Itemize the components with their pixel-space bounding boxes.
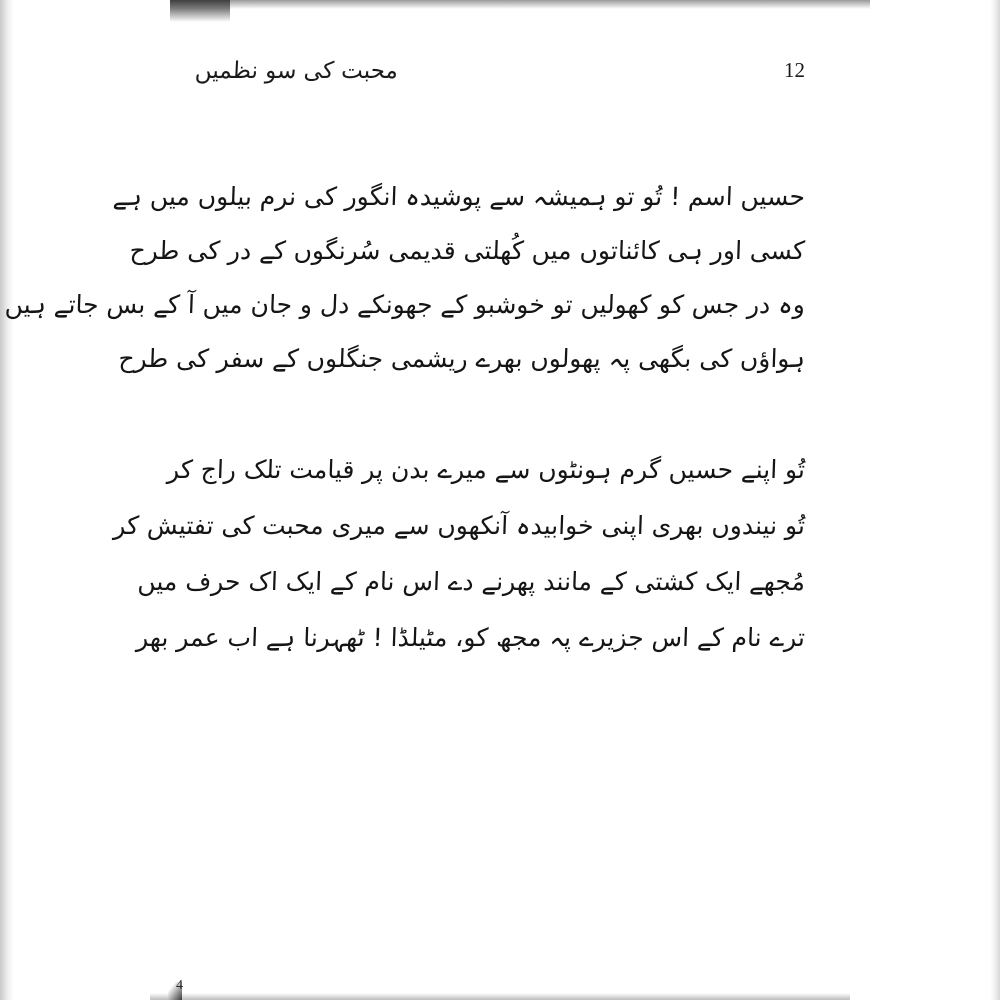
scan-edge-right: [990, 0, 1000, 1000]
scan-edge-top-dark: [170, 0, 230, 22]
verse-line: تُو اپنے حسیں گرم ہونٹوں سے میرے بدن پر قیامت تلک راج کر: [166, 455, 806, 484]
page-header: [195, 58, 805, 92]
verse-line: وہ در جس کو کھولیں تو خوشبو کے جھونکے دل و جان میں آ کے بس جاتے ہیں: [4, 290, 806, 319]
book-title: محبت کی سو نظمیں: [194, 58, 399, 84]
poem-body: [4, 170, 806, 666]
stanza-2: [112, 442, 806, 666]
page-number: 12: [784, 58, 805, 82]
verse-line: مُجھے ایک کشتی کے مانند پھرنے دے اس نام کے ایک اک حرف میں: [136, 567, 806, 596]
verse-line: ترے نام کے اس جزیرے پہ مجھ کو، مٹیلڈا ! ٹھہرنا ہے اب عمر بھر: [135, 623, 806, 652]
verse-line: تُو نیندوں بھری اپنی خوابیدہ آنکھوں سے میری محبت کی تفتیش کر: [112, 511, 806, 540]
verse-line: حسیں اسم ! تُو تو ہمیشہ سے پوشیدہ انگور کی نرم بیلوں میں ہے: [112, 182, 806, 211]
folio-mark: 4: [176, 978, 183, 993]
scan-edge-left: [0, 0, 14, 1000]
scan-edge-top-shadow: [230, 0, 870, 9]
verse-line: ہواؤں کی بگھی پہ پھولوں بھرے ریشمی جنگلوں کے سفر کی طرح: [117, 344, 806, 373]
scan-edge-bottom: [150, 993, 850, 1000]
stanza-1: [4, 170, 806, 386]
verse-line: کسی اور ہی کائناتوں میں کُھلتی قدیمی سُرنگوں کے در کی طرح: [129, 236, 806, 265]
